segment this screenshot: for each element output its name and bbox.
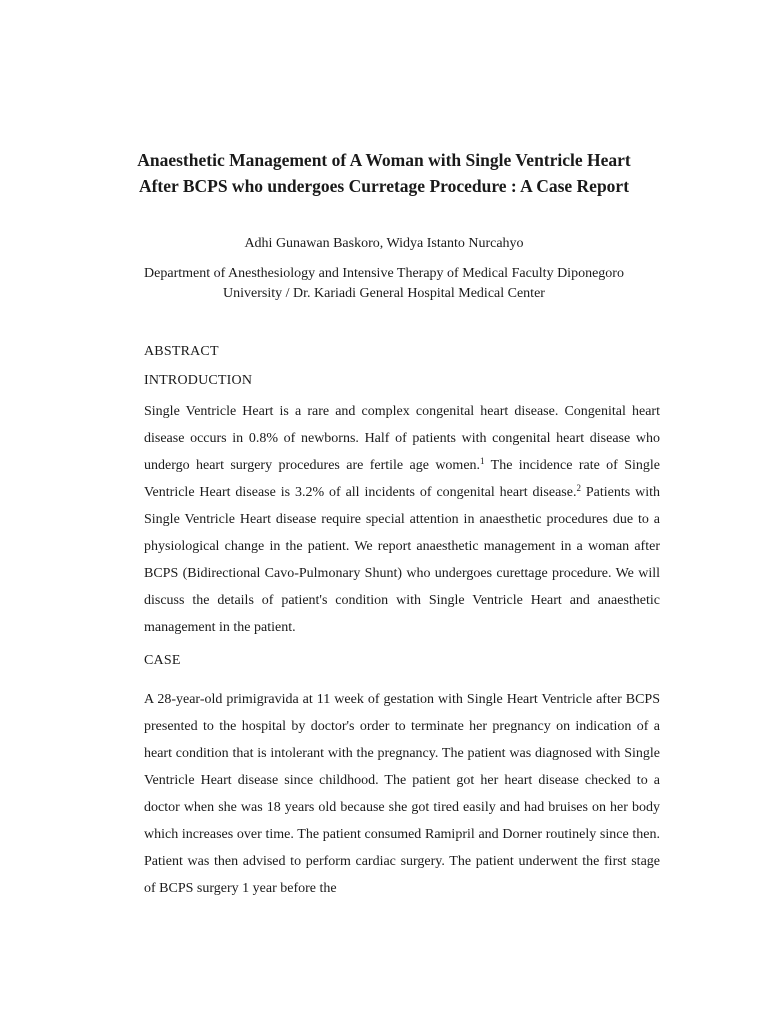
case-paragraph: A 28-year-old primigravida at 11 week of gestation with Single Heart Ventricle after BCPS presented to the hospital by doctor's order to terminate her pregnancy on indication of a heart condition that is intolerant with the pregnancy. The patient was diagnosed with Single Ventricle Heart disease since childhood. The patient got her heart disease checked to a doctor when she was 18 years old because she got tired easily and had bruises on her body which increases over time. The patient consumed Ramipril and Dorner routinely since then. Patient was then advised to perform cardiac surgery. The patient underwent the first stage of BCPS surgery 1 year before the bbox=[144, 692, 660, 896]
intro-text-part-1: Single Ventricle Heart is a rare and complex congenital heart disease. Congenital heart disease occurs in 0.8% of newborns. Half of patients with congenital heart disease who undergo heart surgery procedures are fertile age women. bbox=[144, 404, 660, 473]
paper-title: Anaesthetic Management of A Woman with Single Ventricle Heart After BCPS who undergoes Curretage Procedure : A Case Report bbox=[137, 150, 631, 196]
abstract-heading: ABSTRACT bbox=[144, 344, 219, 359]
affiliation: Department of Anesthesiology and Intensive Therapy of Medical Faculty Diponegoro University / Dr. Kariadi General Hospital Medical Center bbox=[144, 266, 624, 301]
introduction-heading: INTRODUCTION bbox=[144, 373, 253, 388]
intro-text-part-2: The incidence rate of Single Ventricle Heart disease is 3.2% of all incidents of congenital heart disease. bbox=[144, 458, 660, 500]
case-heading: CASE bbox=[144, 653, 181, 668]
introduction-paragraph bbox=[144, 398, 660, 641]
intro-text-part-3: Patients with Single Ventricle Heart disease require special attention in anaesthetic procedures due to a physiological change in the patient. We report anaesthetic management in a woman after BCPS (Bidirectional Cavo-Pulmonary Shunt) who undergoes curettage procedure. We will discuss the details of patient's condition with Single Ventricle Heart and anaesthetic management in the patient. bbox=[144, 485, 660, 635]
citation-ref-2: 2 bbox=[576, 483, 581, 493]
citation-ref-1: 1 bbox=[480, 456, 485, 466]
author-list: Adhi Gunawan Baskoro, Widya Istanto Nurcahyo bbox=[244, 236, 524, 251]
